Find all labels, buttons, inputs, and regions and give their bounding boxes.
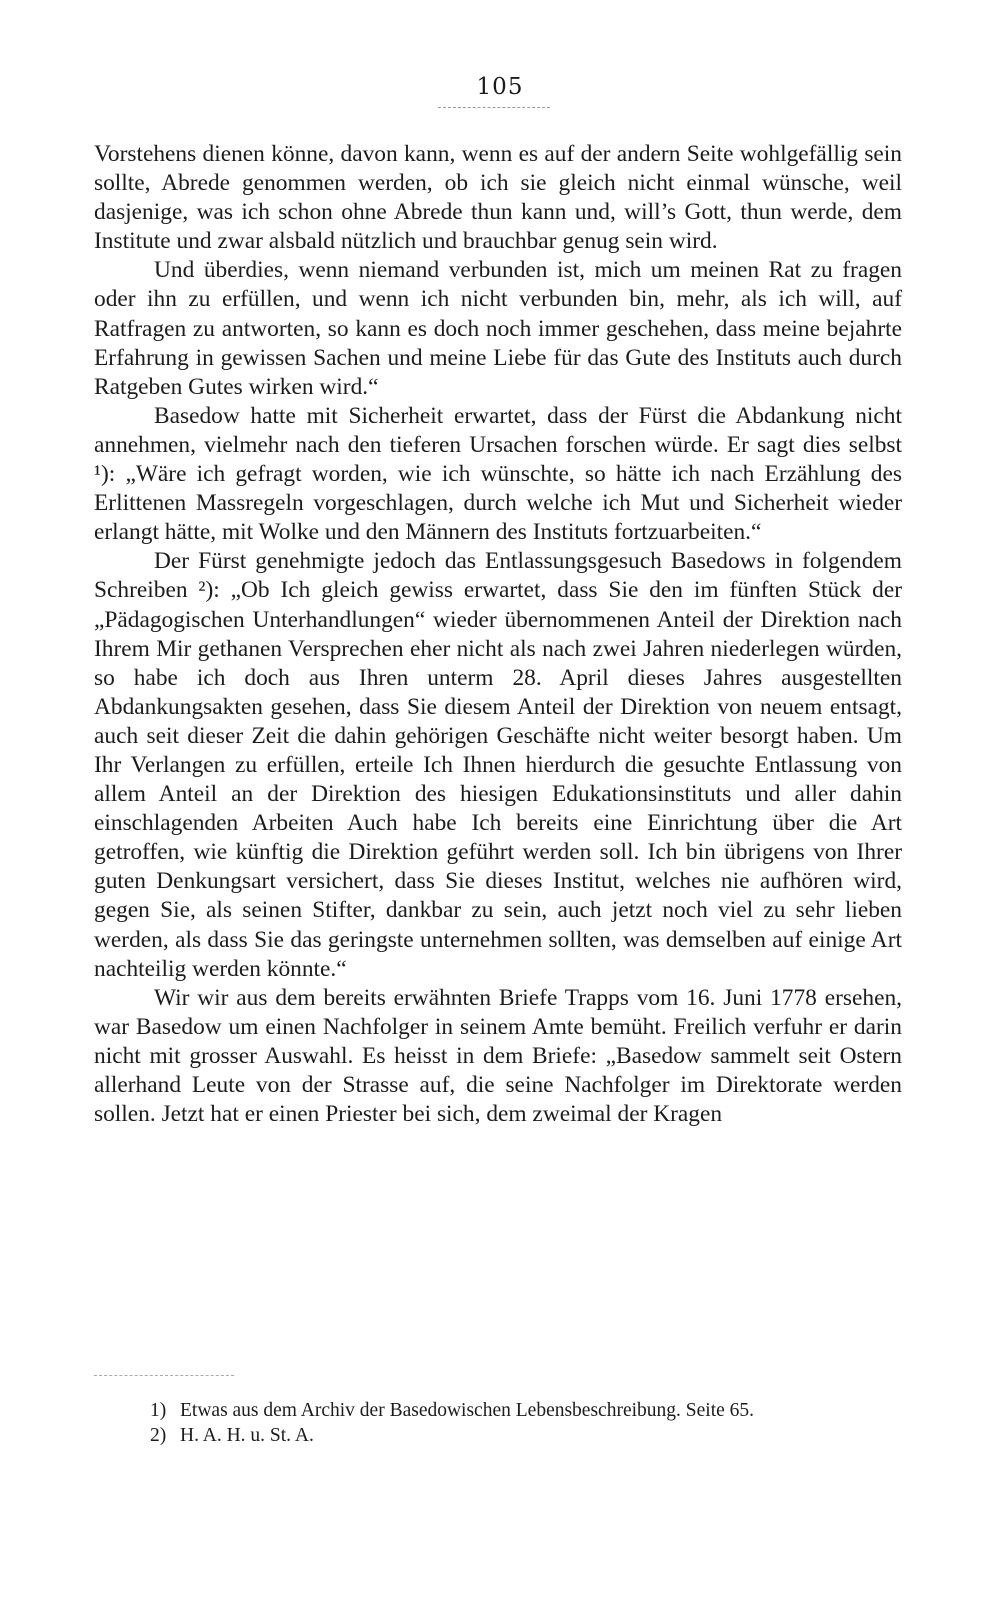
header-rule (438, 107, 550, 108)
footnote-rule (94, 1375, 234, 1376)
footnote-2 (150, 1423, 902, 1448)
paragraph-3: Basedow hatte mit Sicherheit erwartet, dass der Fürst die Abdankung nicht annehmen, vielmehr nach den tieferen Ursachen forschen würde. Er sagt dies selbst ¹): „Wäre ich gefragt worden, wie ich wünschte, so hätte ich nach Erzählung des Erlittenen Massregeln vorgeschlagen, durch welche ich Mut und Sicherheit wieder erlangt hätte, mit Wolke und den Männern des Instituts fortzuarbeiten.“ (94, 402, 902, 546)
paragraph-5: Wir wir aus dem bereits erwähnten Briefe Trapps vom 16. Juni 1778 ersehen, war Basedow um einen Nachfolger in seinem Amte bemüht. Freilich verfuhr er darin nicht mit grosser Auswahl. Es heisst in dem Briefe: „Basedow sammelt seit Ostern allerhand Leute von der Strasse auf, die seine Nachfolger im Direktorate werden sollen. Jetzt hat er einen Priester bei sich, dem zweimal der Kragen (94, 984, 902, 1128)
footnotes (150, 1398, 902, 1448)
footnote-mark: 2) (150, 1425, 167, 1446)
page-number: 105 (476, 74, 524, 100)
paragraph-4: Der Fürst genehmigte jedoch das Entlassungsgesuch Basedows in folgendem Schreiben ²): „Ob Ich gleich gewiss erwartet, dass Sie den im fünften Stück der „Pädagogischen Unterhandlungen“ wieder übernommenen Anteil der Direktion nach Ihrem Mir gethanen Versprechen eher nicht als nach zwei Jahren niederlegen würden, so habe ich doch aus Ihren unterm 28. April dieses Jahres ausgestellten Abdankungsakten gesehen, dass Sie diesem Anteil der Direktion von neuem entsagt, auch seit dieser Zeit die dahin gehörigen Geschäfte nicht weiter besorgt haben. Um Ihr Verlangen zu erfüllen, erteile Ich Ihnen hierdurch die gesuchte Entlassung von allem Anteil an der Direktion des hiesigen Edukationsinstituts und aller dahin einschlagenden Arbeiten Auch habe Ich bereits eine Einrichtung über die Art getroffen, wie künftig die Direktion geführt werden soll. Ich bin übrigens von Ihrer guten Denkungsart versichert, dass Sie dieses Institut, welches nie aufhören wird, gegen Sie, als seinen Stifter, dankbar zu sein, auch jetzt noch viel zu sehr lieben werden, als dass Sie das geringste unternehmen sollten, was demselben auf einige Art nachteilig werden könnte.“ (94, 548, 902, 982)
footnote-text: H. A. H. u. St. A. (180, 1425, 314, 1446)
paragraph-1: Vorstehens dienen könne, davon kann, wenn es auf der andern Seite wohlgefällig sein sollte, Abrede genommen werden, ob ich sie gleich nicht einmal wünsche, weil dasjenige, was ich schon ohne Abrede thun kann und, will’s Gott, thun werde, dem Institute und zwar alsbald nützlich und brauchbar genug sein wird. (94, 141, 902, 255)
footnote-1 (150, 1398, 902, 1423)
body-text (94, 140, 902, 1129)
paragraph-2: Und überdies, wenn niemand verbunden ist, mich um meinen Rat zu fragen oder ihn zu erfüllen, und wenn ich nicht verbunden bin, mehr, als ich will, auf Ratfragen zu antworten, so kann es doch noch immer geschehen, dass meine bejahrte Erfahrung in gewissen Sachen und meine Liebe für das Gute des Instituts auch durch Ratgeben Gutes wirken wird.“ (94, 257, 902, 400)
footnote-mark: 1) (150, 1400, 167, 1421)
footnote-text: Etwas aus dem Archiv der Basedowischen Lebensbeschreibung. Seite 65. (180, 1400, 755, 1421)
